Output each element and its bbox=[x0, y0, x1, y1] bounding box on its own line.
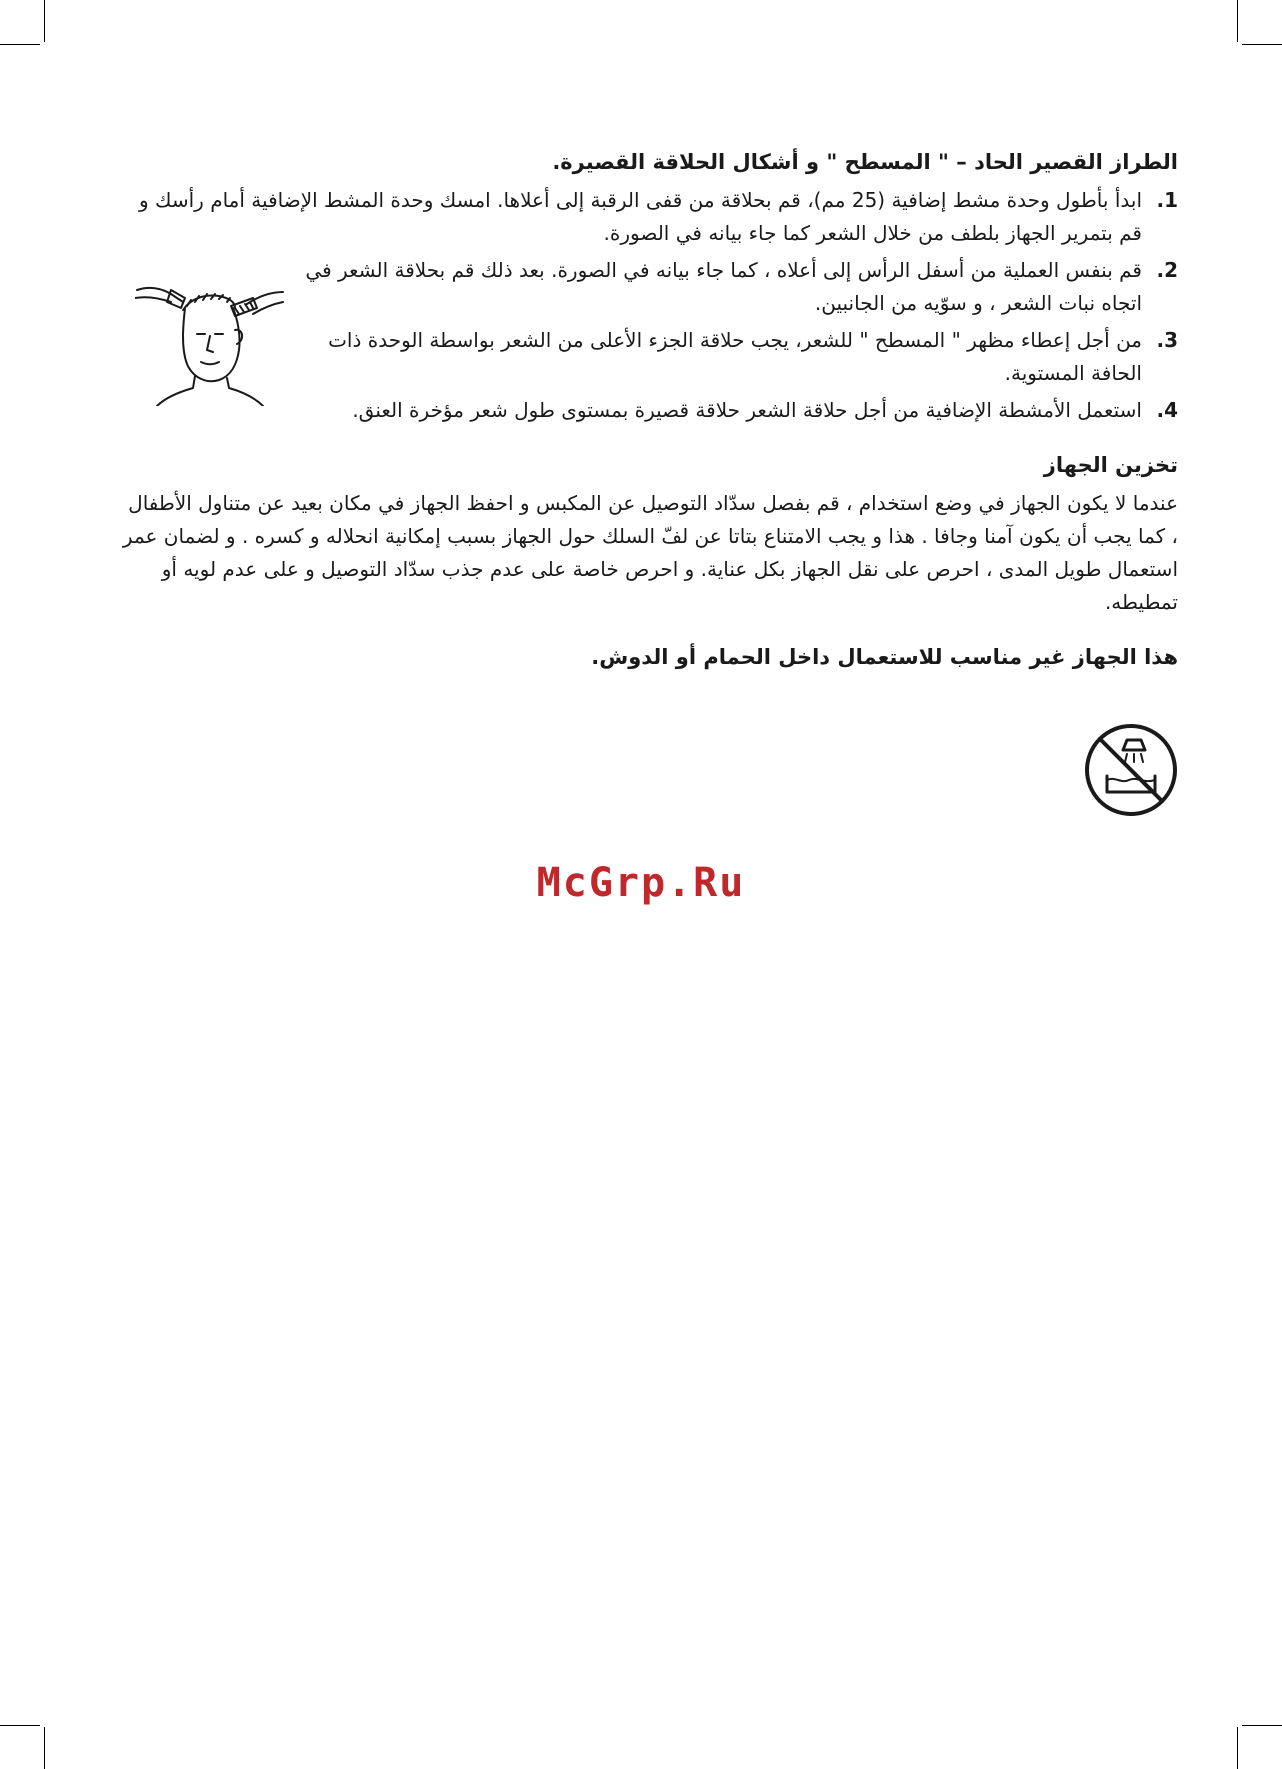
crop-mark bbox=[0, 1725, 40, 1726]
crop-mark bbox=[1237, 0, 1238, 42]
list-item bbox=[118, 184, 1178, 250]
warning-title: هذا الجهاز غير مناسب للاستعمال داخل الحمام أو الدوش. bbox=[591, 645, 1178, 669]
crop-mark bbox=[1237, 1727, 1238, 1769]
crop-mark bbox=[0, 44, 40, 45]
storage-paragraph: عندما لا يكون الجهاز في وضع استخدام ، قم بفصل سدّاد التوصيل عن المكبس و احفظ الجهاز في مكان بعيد عن متناول الأطفال ، كما يجب أن يكون آمنا وجافا . هذا و يجب الامتناع بتاتا عن لفّ السلك حول الجهاز بسبب إمكانية انحلاله و كسره . و لضمان عمر استعمال طويل المدى ، احرص على نقل الجهاز بكل عناية. و احرص خاصة على عدم جذب سدّاد التوصيل و على عدم لويه أو تمطيطه. bbox=[122, 491, 1178, 614]
haircut-illustration-icon bbox=[135, 268, 285, 406]
item-text: ابدأ بأطول وحدة مشط إضافية (25 مم)، قم بحلاقة من قفى الرقبة إلى أعلاها. امسك وحدة المشط الإضافية أمام رأسك و قم بتمرير الجهاز بلطف من خلال الشعر كما جاء بيانه في الصورة. bbox=[139, 188, 1142, 245]
section-title-storage: تخزين الجهاز bbox=[1043, 453, 1178, 477]
item-text: استعمل الأمشطة الإضافية من أجل حلاقة الشعر حلاقة قصيرة بمستوى طول شعر مؤخرة العنق. bbox=[352, 398, 1142, 422]
crop-mark bbox=[1242, 44, 1282, 45]
watermark: McGrp.Ru bbox=[536, 860, 746, 906]
warning-section bbox=[118, 645, 1178, 669]
crop-mark bbox=[44, 0, 45, 42]
item-number: 3. bbox=[1156, 328, 1178, 352]
storage-section bbox=[118, 453, 1178, 619]
item-text: قم بنفس العملية من أسفل الرأس إلى أعلاه ، كما جاء بيانه في الصورة. بعد ذلك قم بحلاقة الشعر في اتجاه نبات الشعر ، و سوّيه من الجانبين. bbox=[305, 258, 1142, 315]
item-text: من أجل إعطاء مظهر " المسطح " للشعر، يجب حلاقة الجزء الأعلى من الشعر بواسطة الوحدة ذات الحافة المستوية. bbox=[328, 328, 1142, 385]
document-body bbox=[118, 150, 1178, 679]
crop-mark bbox=[1242, 1725, 1282, 1726]
item-number: 2. bbox=[1156, 258, 1178, 282]
no-water-use-icon bbox=[1083, 722, 1179, 818]
section-title-flat-top: الطراز القصير الحاد – " المسطح " و أشكال الحلاقة القصيرة. bbox=[552, 150, 1178, 174]
crop-mark bbox=[44, 1727, 45, 1769]
item-number: 1. bbox=[1156, 188, 1178, 212]
item-number: 4. bbox=[1156, 398, 1178, 422]
